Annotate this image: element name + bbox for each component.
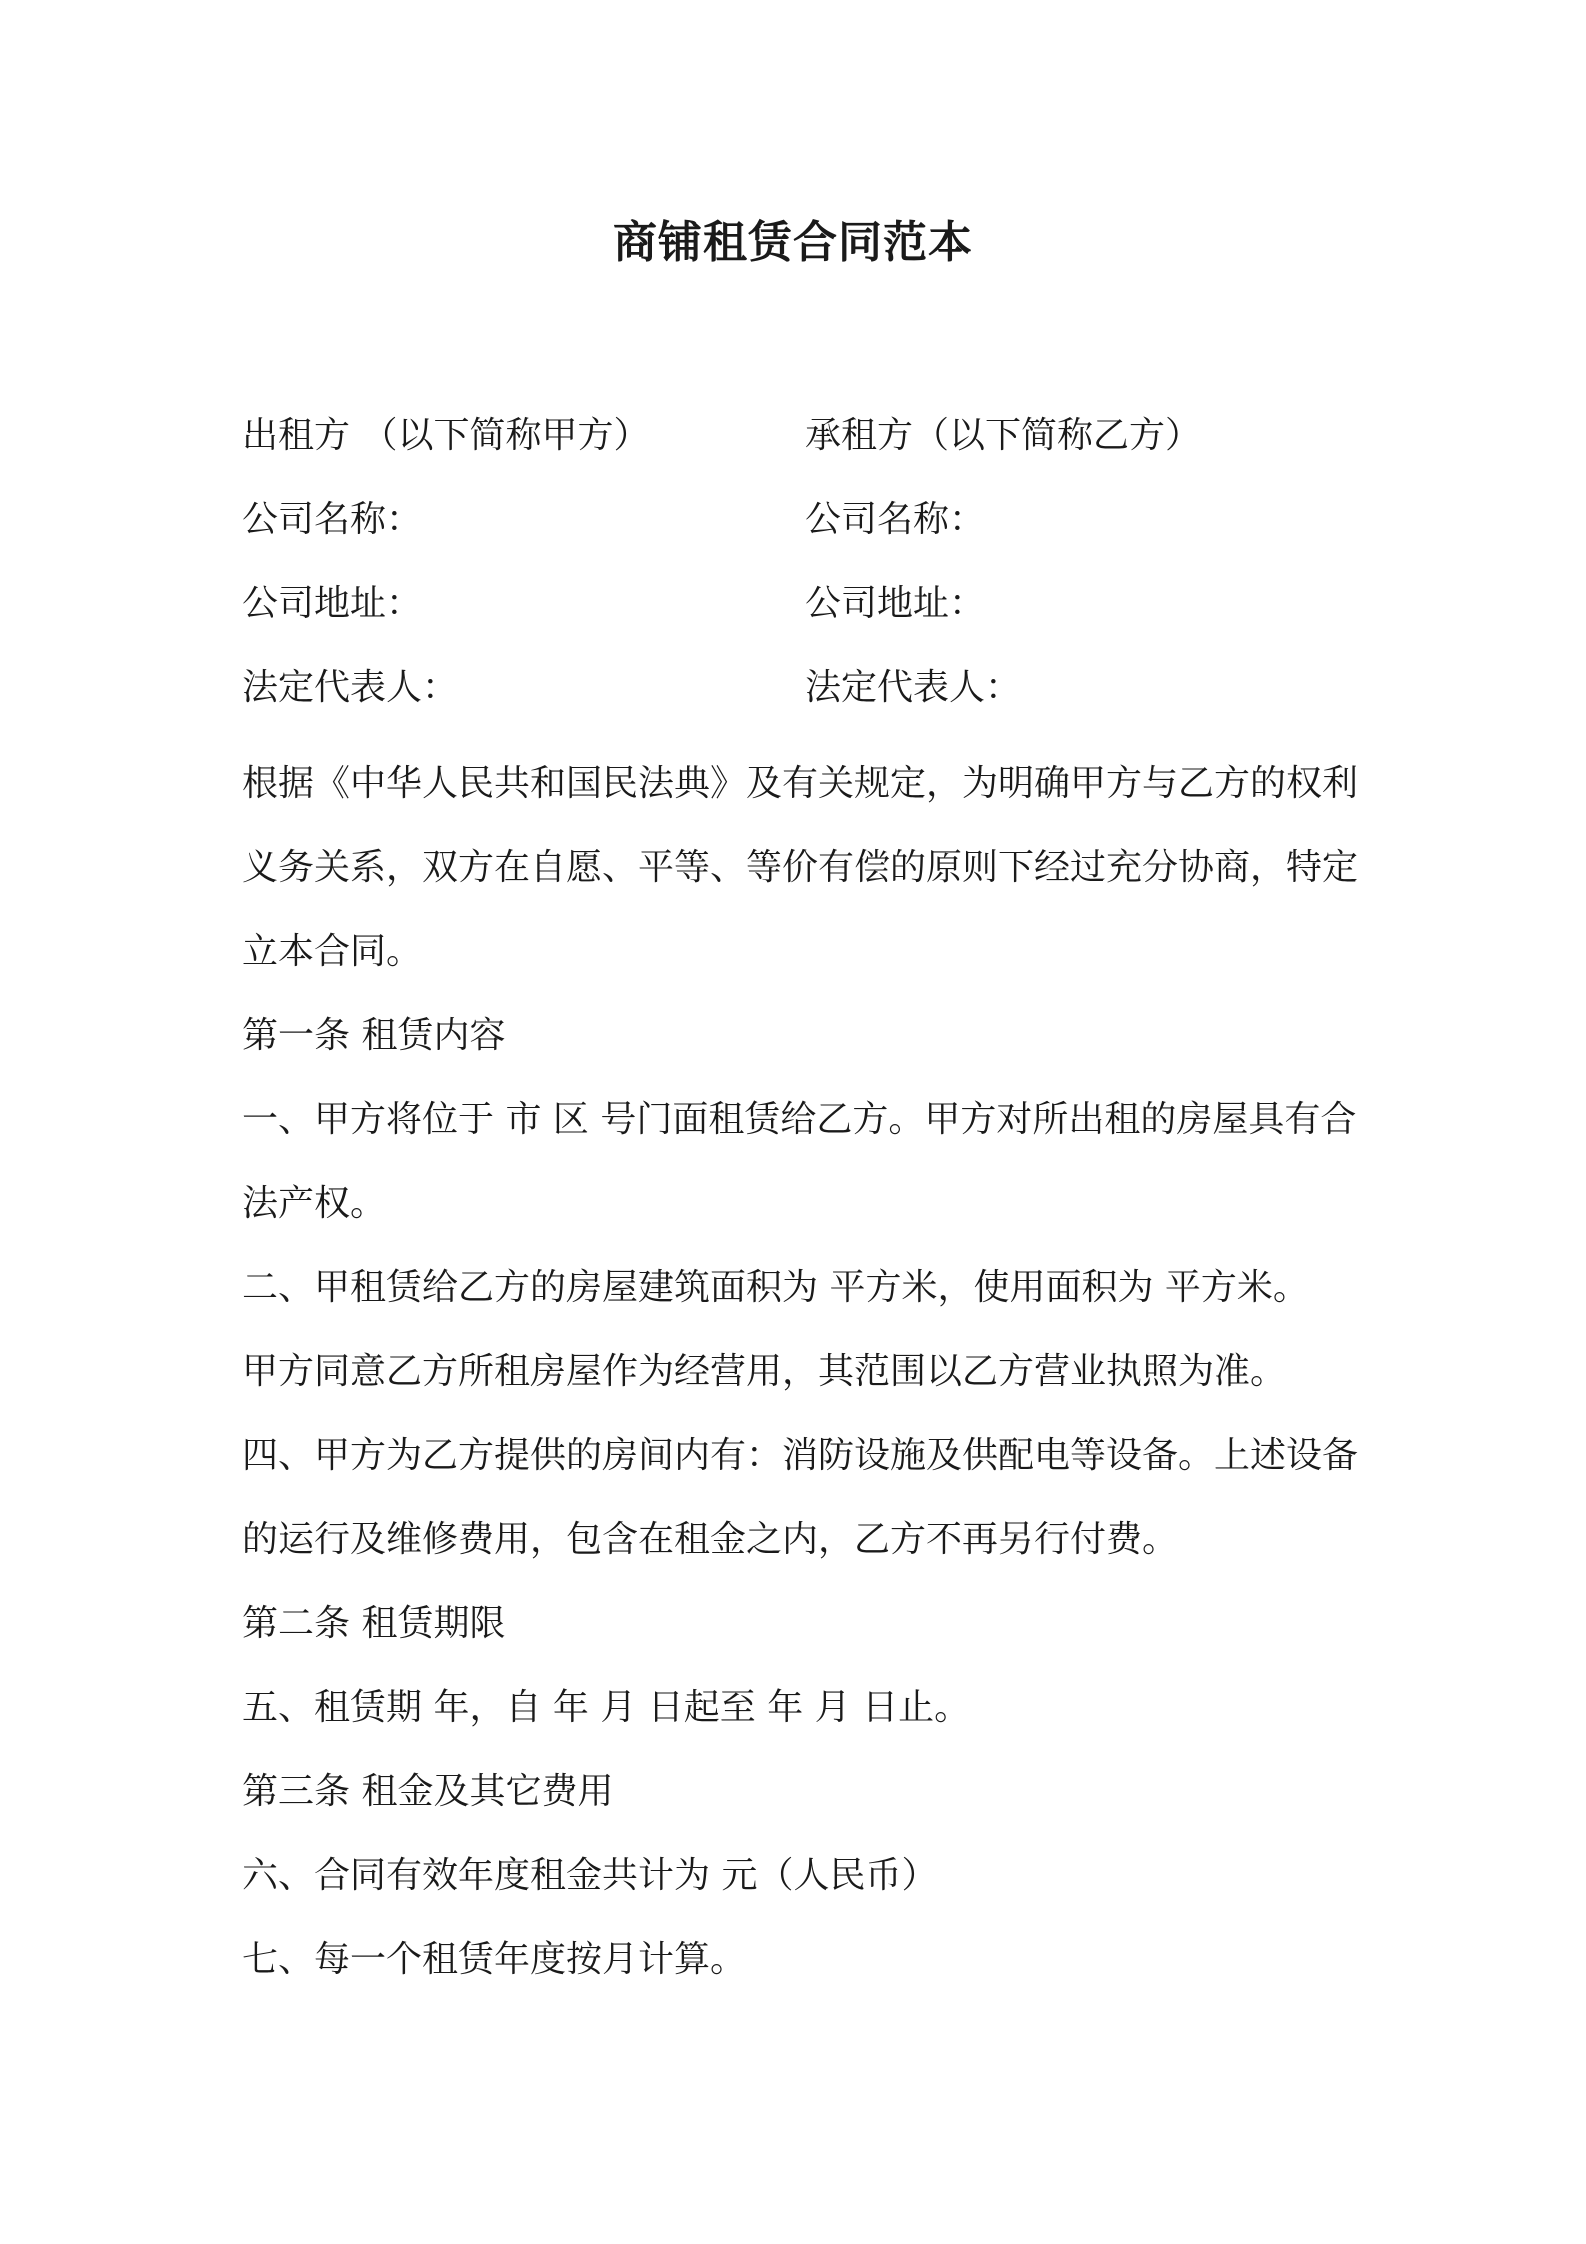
party-row-company-name <box>242 490 1362 574</box>
clause-7-paragraph: 七、每一个租赁年度按月计算。 <box>242 1939 747 1980</box>
lessor-label: 出租方 （以下简称甲方） <box>242 415 650 456</box>
lessor-company-address-field: 公司地址： <box>242 583 423 624</box>
lessee-company-address-field: 公司地址： <box>805 583 986 624</box>
lessee-legal-representative-field: 法定代表人： <box>805 667 1022 708</box>
article-3-heading: 第三条 租金及其它费用 <box>242 1771 614 1812</box>
preamble-paragraph: 根据《中华人民共和国民法典》及有关规定，为明确甲方与乙方的权利义务关系，双方在自愿、平等、等价有偿的原则下经过充分协商，特定立本合同。 <box>242 763 1359 972</box>
lessee-company-name-field: 公司名称： <box>805 499 986 540</box>
lessor-legal-representative-field: 法定代表人： <box>242 667 459 708</box>
article-1-heading: 第一条 租赁内容 <box>242 1015 506 1056</box>
usage-scope-paragraph: 甲方同意乙方所租房屋作为经营用，其范围以乙方营业执照为准。 <box>242 1351 1287 1392</box>
lessor-company-name-field: 公司名称： <box>242 499 423 540</box>
clause-1-paragraph: 一、甲方将位于 市 区 号门面租赁给乙方。甲方对所出租的房屋具有合法产权。 <box>242 1099 1357 1224</box>
clause-5-paragraph: 五、租赁期 年，自 年 月 日起至 年 月 日止。 <box>242 1687 971 1728</box>
party-row-header <box>242 406 1362 490</box>
lessee-label: 承租方（以下简称乙方） <box>805 415 1202 456</box>
parties-block <box>242 406 1362 742</box>
contract-body <box>242 742 1362 2002</box>
clause-4-paragraph: 四、甲方为乙方提供的房间内有：消防设施及供配电等设备。上述设备的运行及维修费用，包含在租金之内，乙方不再另行付费。 <box>242 1435 1359 1560</box>
party-row-company-address <box>242 574 1362 658</box>
clause-6-paragraph: 六、合同有效年度租金共计为 元（人民币） <box>242 1855 938 1896</box>
article-2-heading: 第二条 租赁期限 <box>242 1603 506 1644</box>
party-row-legal-representative <box>242 658 1362 742</box>
clause-2-paragraph: 二、甲租赁给乙方的房屋建筑面积为 平方米，使用面积为 平方米。 <box>242 1267 1309 1308</box>
document-title: 商铺租赁合同范本 <box>613 217 973 268</box>
